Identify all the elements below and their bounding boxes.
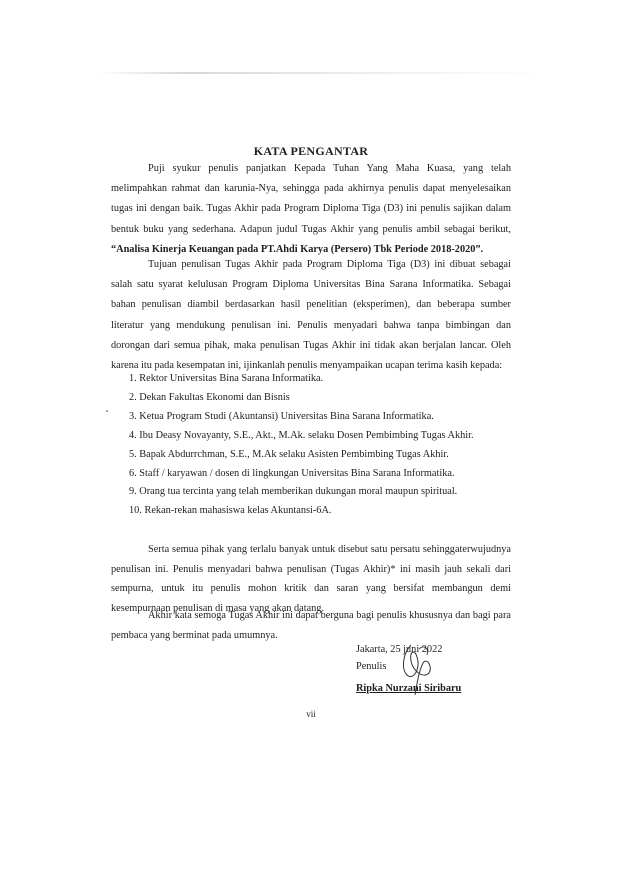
paragraph-final-text: Akhir kata semoga Tugas Akhir ini dapat berguna bagi penulis khususnya dan bagi para pembaca yang berminat pada umumnya. (111, 610, 511, 641)
signature-role: Penulis (356, 661, 387, 672)
list-item: 3. Ketua Program Studi (Akuntansi) Universitas Bina Sarana Informatika. (129, 410, 434, 422)
list-item: 10. Rekan-rekan mahasiswa kelas Akuntansi-6A. (129, 505, 332, 517)
paragraph-opening-text: Puji syukur penulis panjatkan Kepada Tuhan Yang Maha Kuasa, yang telah melimpahkan rahmat dan karunia-Nya, sehingga pada akhirnya penulis dapat menyelesaikan tugas ini dengan baik. Tugas Akhir pada Program Diploma Tiga (D3) ini penulis sajikan dalam bentuk buku yang sederhana. Adapun judul Tugas Akhir yang penulis ambil sebagai berikut, (111, 163, 511, 235)
paragraph-final (111, 606, 511, 645)
page-title: KATA PENGANTAR (253, 144, 369, 158)
page-number: vii (306, 709, 316, 719)
paragraph-purpose-text: Tujuan penulisan Tugas Akhir pada Program Diploma Tiga (D3) ini dibuat sebagai salah satu syarat kelulusan Program Diploma Universitas Bina Sarana Informatika. Sebagai bahan penulisan diambil berdasarkan hasil penelitian (eksperimen), dan beberapa sumber literatur yang mendukung penulisan ini. Penulis menyadari bahwa tanpa bimbingan dan dorongan dari semua pihak, maka penulisan Tugas Akhir ini tidak akan berjalan lancar. Oleh karena itu pada kesempatan ini, ijinkanlah penulis menyampaikan ucapan terima kasih kepada: (111, 259, 511, 372)
list-item: 2. Dekan Fakultas Ekonomi dan Bisnis (129, 391, 290, 403)
signature-name: Ripka Nurzani Siribaru (356, 683, 462, 694)
thesis-title: “Analisa Kinerja Keuangan pada PT.Ahdi Karya (Persero) Tbk Periode 2018-2020”. (111, 243, 484, 255)
signature-place-date: Jakarta, 25 juni 2022 (356, 644, 443, 655)
list-item: 5. Bapak Abdurrchman, S.E., M.Ak selaku Asisten Pembimbing Tugas Akhir. (129, 448, 449, 460)
paragraph-opening (111, 159, 511, 260)
paragraph-closing-text: Serta semua pihak yang terlalu banyak untuk disebut satu persatu sehinggaterwujudnya penulisan ini. Penulis menyadari bahwa penulisan (Tugas Akhir)* ini masih jauh sekali dari sempurna, untuk itu penulis mohon kritik dan saran yang bersifat membangun demi kesempurnaan penulisan di masa yang akan datang. (111, 544, 511, 614)
paragraph-purpose (111, 255, 511, 376)
list-item: 9. Orang tua tercinta yang telah memberikan dukungan moral maupun spiritual. (129, 486, 458, 498)
document-page (111, 0, 511, 877)
list-item: 4. Ibu Deasy Novayanty, S.E., Akt., M.Ak. selaku Dosen Pembimbing Tugas Akhir. (129, 429, 474, 441)
list-item: 6. Staff / karyawan / dosen di lingkungan Universitas Bina Sarana Informatika. (129, 467, 455, 479)
list-item: 1. Rektor Universitas Bina Sarana Informatika. (129, 373, 324, 384)
scan-speck (106, 410, 108, 412)
acknowledgement-list (129, 370, 474, 521)
